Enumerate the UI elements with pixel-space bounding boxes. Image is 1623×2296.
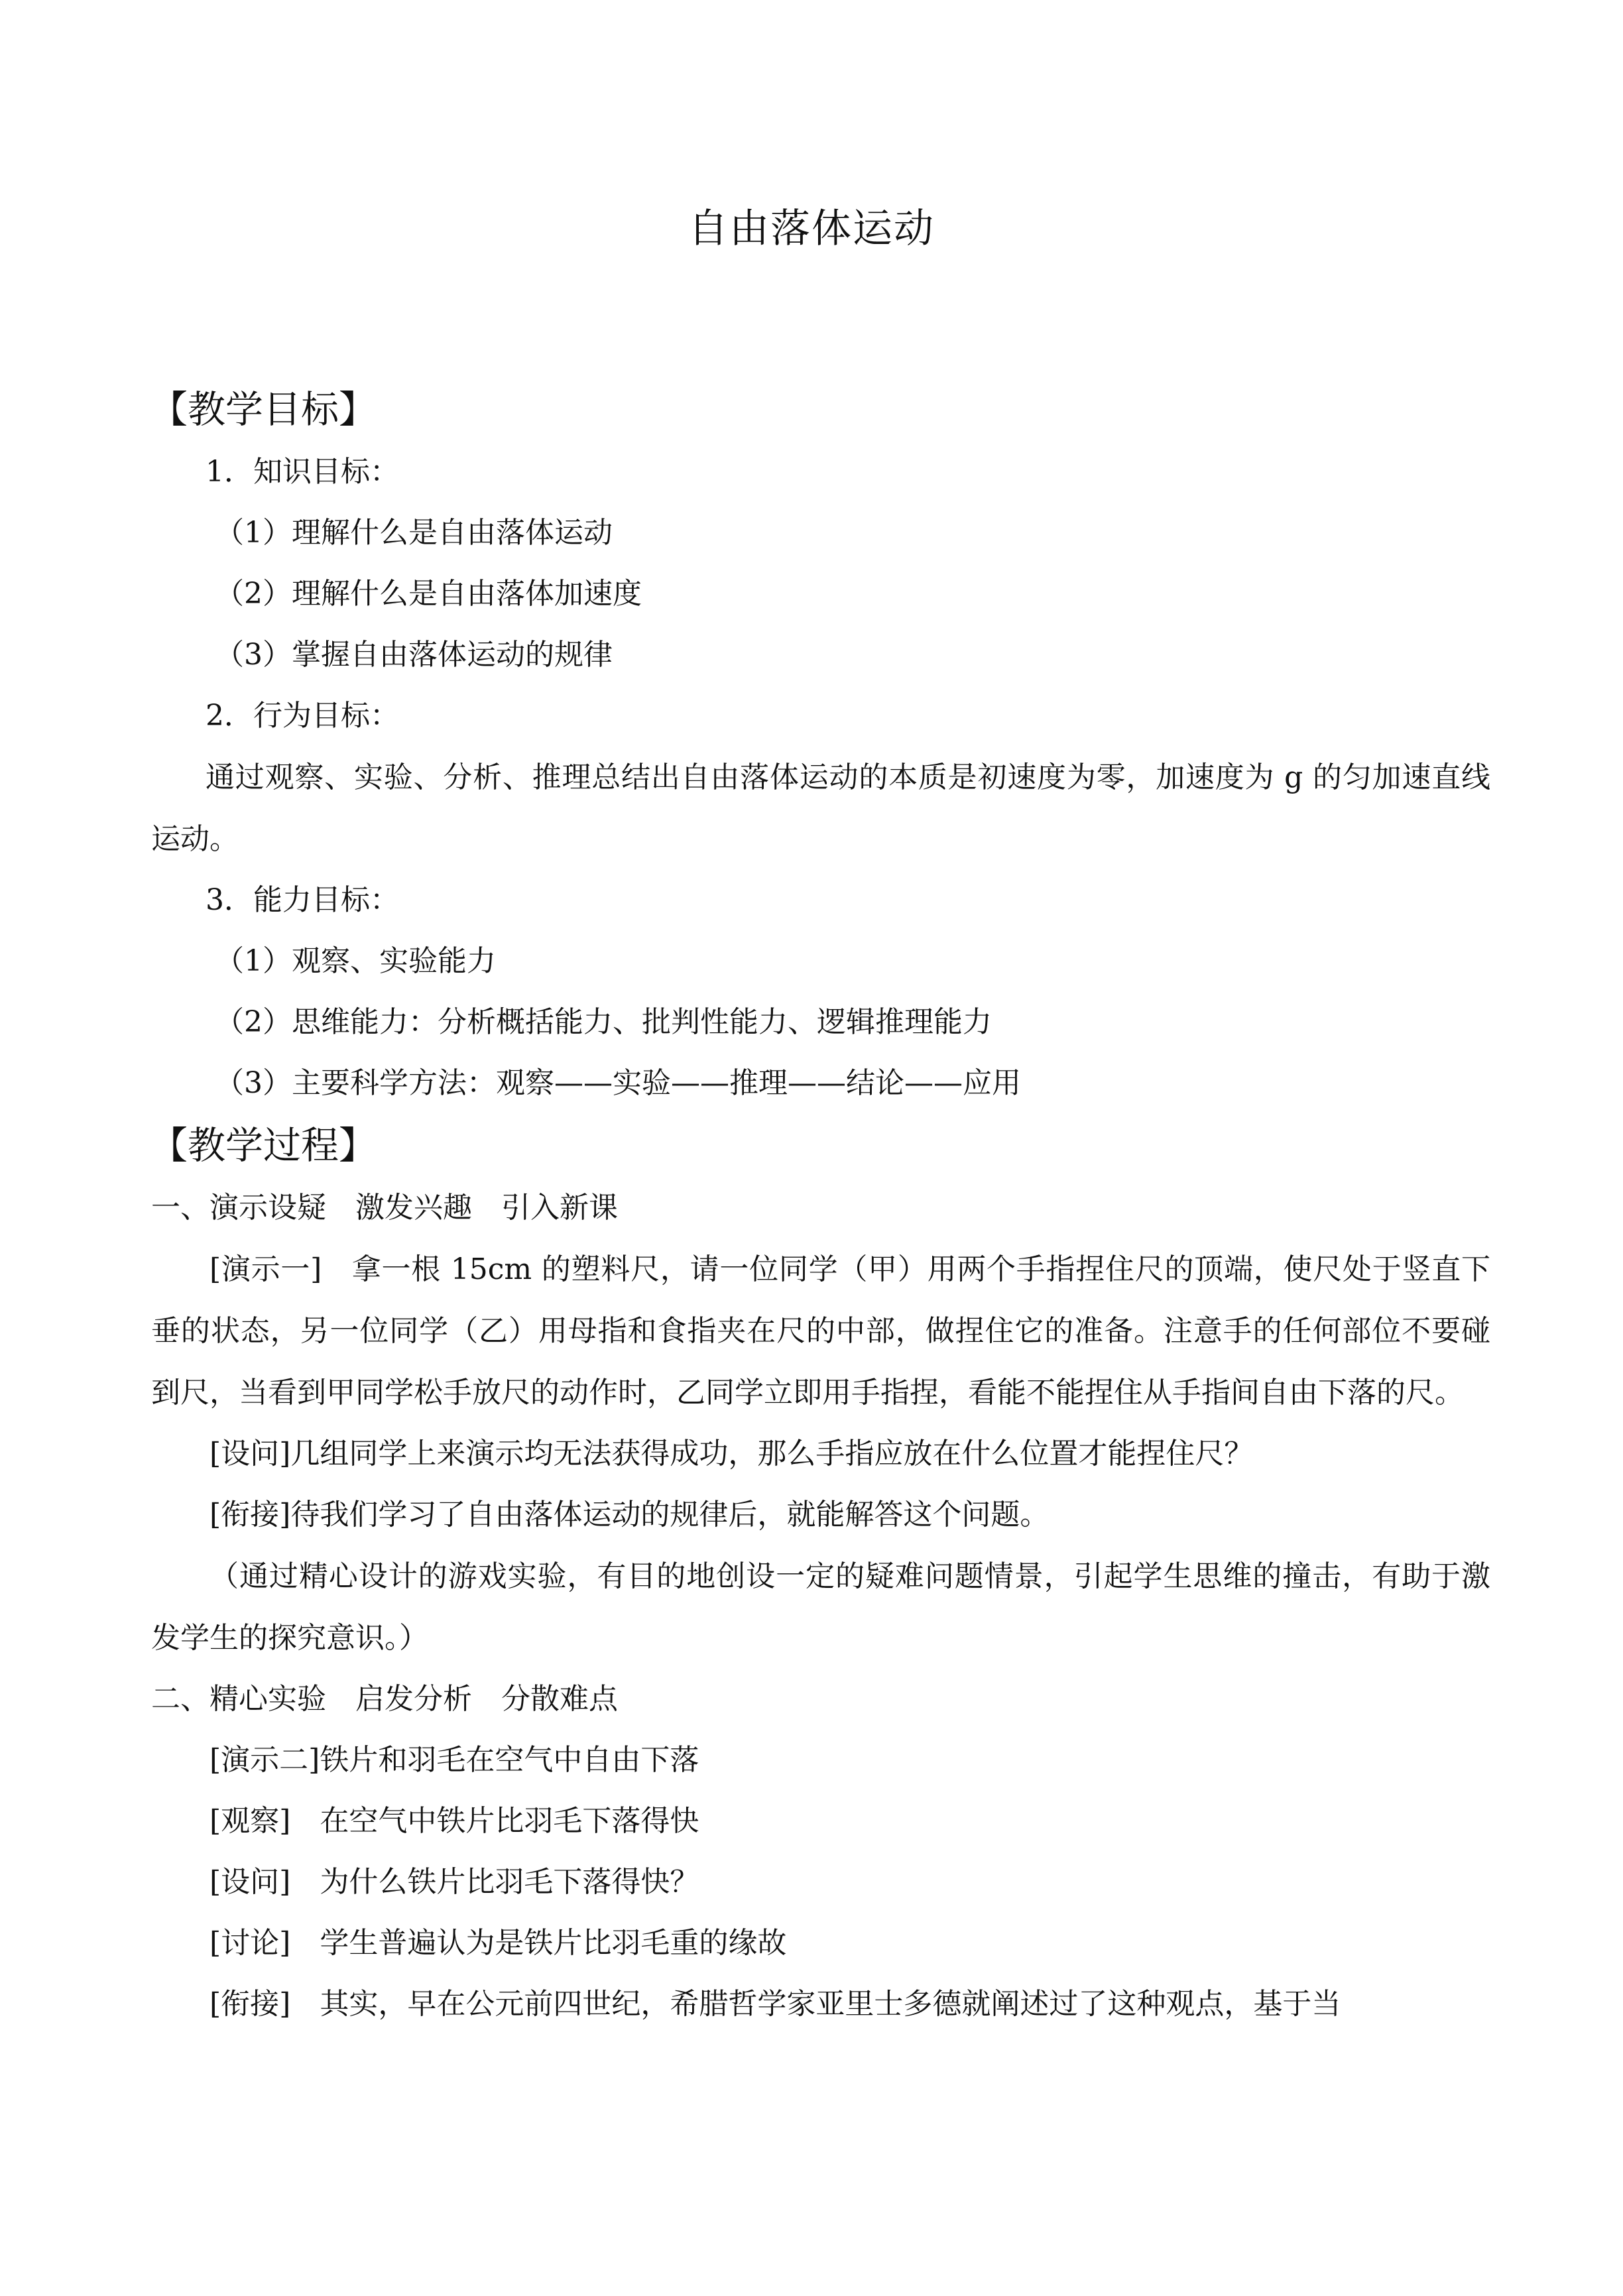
document-body	[151, 378, 1490, 2035]
knowledge-goal-item: （3）掌握自由落体运动的规律	[215, 638, 613, 672]
note-paragraph: （通过精心设计的游戏实验，有目的地创设一定的疑难问题情景，引起学生思维的撞击，有助于激发学生的探究意识。）	[151, 1559, 1490, 1655]
part-one-heading: 一、演示设疑 激发兴趣 引入新课	[151, 1191, 618, 1225]
question-two: [设问] 为什么铁片比羽毛下落得快？	[210, 1865, 699, 1899]
ability-goal-item: （1）观察、实验能力	[215, 944, 496, 978]
demo-two: [演示二]铁片和羽毛在空气中自由下落	[210, 1743, 699, 1777]
knowledge-goal-label: 1．知识目标：	[206, 455, 399, 489]
knowledge-goal-item: （1）理解什么是自由落体运动	[215, 516, 613, 550]
ability-goal-item: （3）主要科学方法：观察——实验——推理——结论——应用	[215, 1066, 1021, 1100]
demo-one-paragraph: [演示一] 拿一根 15cm 的塑料尺，请一位同学（甲）用两个手指捏住尺的顶端，使尺处于竖直下垂的状态，另一位同学（乙）用母指和食指夹在尺的中部，做捏住它的准备。注意手的任何部位不要碰到尺，当看到甲同学松手放尺的动作时，乙同学立即用手指捏，看能不能捏住从手指间自由下落的尺。	[151, 1252, 1490, 1410]
teaching-goals-heading: 【教学目标】	[150, 388, 377, 432]
page-title: 自由落体运动	[688, 206, 935, 252]
knowledge-goal-item: （2）理解什么是自由落体加速度	[215, 577, 642, 611]
part-two-heading: 二、精心实验 启发分析 分散难点	[151, 1682, 618, 1716]
ability-goal-label: 3．能力目标：	[206, 883, 399, 917]
ability-goal-item: （2）思维能力：分析概括能力、批判性能力、逻辑推理能力	[215, 1005, 992, 1039]
discuss-line: [讨论] 学生普遍认为是铁片比羽毛重的缘故	[210, 1926, 787, 1960]
question-one: [设问]几组同学上来演示均无法获得成功，那么手指应放在什么位置才能捏住尺？	[210, 1437, 1254, 1471]
link-one: [衔接]待我们学习了自由落体运动的规律后，就能解答这个问题。	[210, 1498, 1050, 1532]
behavior-goal-label: 2．行为目标：	[206, 699, 399, 733]
teaching-process-heading: 【教学过程】	[150, 1124, 377, 1168]
behavior-goal-text: 通过观察、实验、分析、推理总结出自由落体运动的本质是初速度为零，加速度为 g 的匀加速直线运动。	[151, 760, 1490, 856]
link-two: [衔接] 其实，早在公元前四世纪，希腊哲学家亚里士多德就阐述过了这种观点，基于当	[210, 1987, 1341, 2021]
observe-line: [观察] 在空气中铁片比羽毛下落得快	[210, 1804, 699, 1838]
